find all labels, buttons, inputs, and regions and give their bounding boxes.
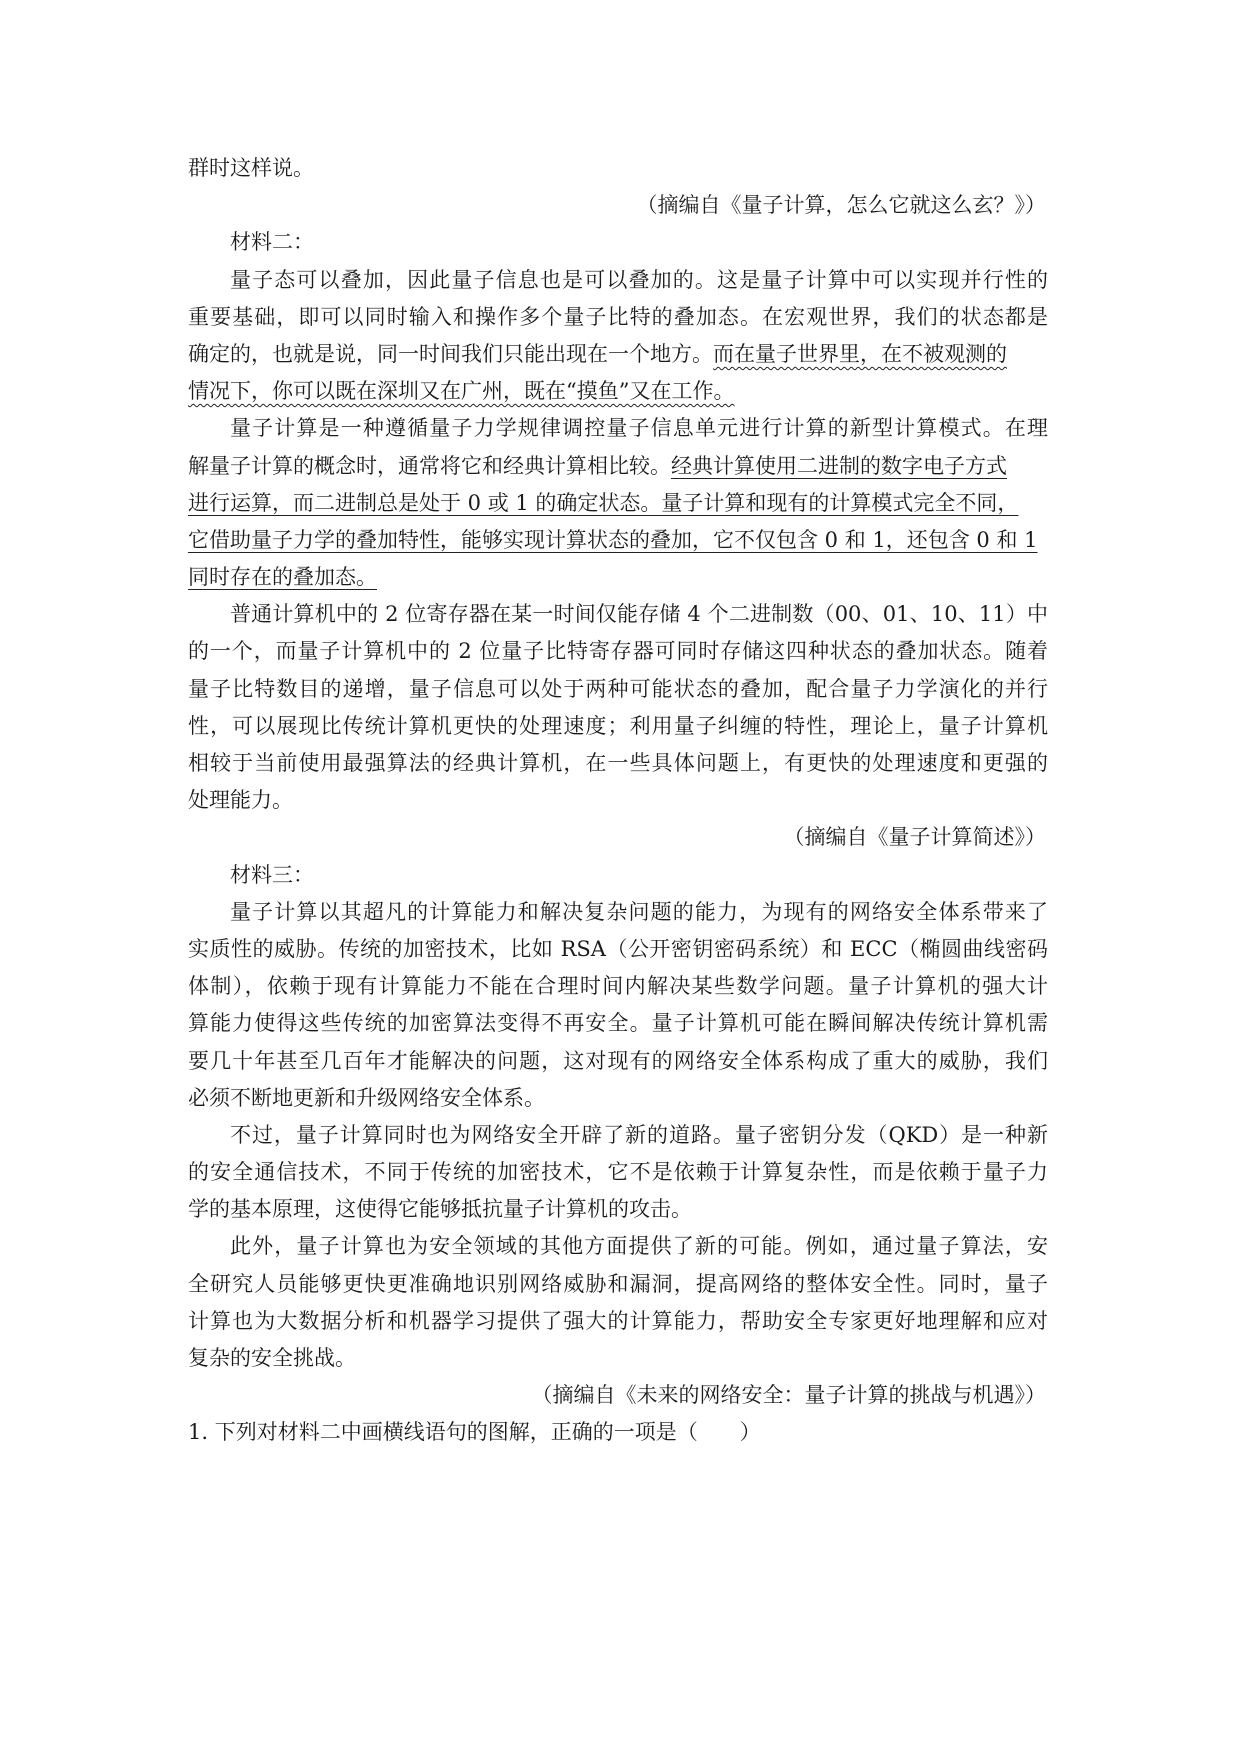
- text-line: 性，可以展现比传统计算机更快的处理速度；利用量子纠缠的特性，理论上，量子计算机: [188, 713, 1048, 738]
- underlined-text: 同时存在的叠加态。: [188, 565, 377, 590]
- text-line: 算能力使得这些传统的加密算法变得不再安全。量子计算机可能在瞬间解决传统计算机需: [188, 1011, 1048, 1036]
- text-line: 处理能力。: [188, 788, 293, 813]
- text-line: 量子计算是一种遵循量子力学规律调控量子信息单元进行计算的新型计算模式。在理: [230, 416, 1048, 441]
- section-heading-material-2: 材料二：: [230, 230, 314, 255]
- underlined-text: 进行运算，而二进制总是处于 0 或 1 的确定状态。量子计算和现有的计算模式完全不同，: [188, 490, 1019, 515]
- text-line: 实质性的威胁。传统的加密技术，比如 RSA（公开密钥密码系统）和 ECC（椭圆曲线密码: [188, 936, 1048, 961]
- text-line: [188, 485, 1048, 522]
- text-line: 此外，量子计算也为安全领域的其他方面提供了新的可能。例如，通过量子算法，安: [230, 1234, 1048, 1259]
- text-line: 量子计算以其超凡的计算能力和解决复杂问题的能力，为现有的网络安全体系带来了: [230, 899, 1048, 924]
- text-line: 群时这样说。: [188, 156, 314, 180]
- source-citation: （摘编自《未来的网络安全：量子计算的挑战与机遇》）: [531, 1383, 1046, 1408]
- text-line: 普通计算机中的 2 位寄存器在某一时间仅能存储 4 个二进制数（00、01、10、11）中: [230, 602, 1048, 627]
- text-line: 量子态可以叠加，因此量子信息也是可以叠加的。这是量子计算中可以实现并行性的: [230, 267, 1048, 292]
- text-line: 重要基础，即可以同时输入和操作多个量子比特的叠加态。在宏观世界，我们的状态都是: [188, 304, 1048, 329]
- wavy-underlined-text: 情况下，你可以既在深圳又在广州，既在“摸鱼”又在工作。: [188, 379, 735, 404]
- question-1: 1. 下列对材料二中画横线语句的图解，正确的一项是（ ）: [188, 1420, 761, 1445]
- source-citation: （摘编自《量子计算简述》）: [783, 825, 1046, 850]
- text-line: [188, 559, 1048, 596]
- text-line: [188, 448, 1048, 485]
- text-line: 相较于当前使用最强算法的经典计算机，在一些具体问题上，有更快的处理速度和更强的: [188, 751, 1048, 775]
- wavy-underlined-text: 而在量子世界里，在不被观测的: [713, 341, 1007, 366]
- text-line: [188, 522, 1048, 559]
- section-heading-material-3: 材料三：: [230, 862, 314, 887]
- text-line: 学的基本原理，这使得它能够抵抗量子计算机的攻击。: [188, 1197, 692, 1222]
- text-line: 要几十年甚至几百年才能解决的问题，这对现有的网络安全体系构成了重大的威胁，我们: [188, 1048, 1048, 1073]
- underlined-text: 经典计算使用二进制的数字电子方式: [671, 453, 1007, 478]
- text-segment: 确定的，也就是说，同一时间我们只能出现在一个地方。: [188, 341, 713, 366]
- text-line: 量子比特数目的递增，量子信息可以处于两种可能状态的叠加，配合量子力学演化的并行: [188, 676, 1048, 701]
- underlined-text: 它借助量子力学的叠加特性，能够实现计算状态的叠加，它不仅包含 0 和 1，还包含 0 和 1: [188, 527, 1038, 552]
- text-line: [188, 336, 1048, 373]
- document-page: [188, 150, 1048, 1452]
- text-line: [188, 373, 1048, 410]
- text-line: 计算也为大数据分析和机器学习提供了强大的计算能力，帮助安全专家更好地理解和应对: [188, 1308, 1048, 1333]
- source-citation: （摘编自《量子计算，怎么它就这么玄？》）: [636, 193, 1046, 218]
- text-line: 体制），依赖于现有计算能力不能在合理时间内解决某些数学问题。量子计算机的强大计: [188, 974, 1048, 999]
- text-line: 复杂的安全挑战。: [188, 1346, 356, 1370]
- text-line: 的一个，而量子计算机中的 2 位量子比特寄存器可同时存储这四种状态的叠加状态。随着: [188, 639, 1048, 664]
- text-line: 不过，量子计算同时也为网络安全开辟了新的道路。量子密钥分发（QKD）是一种新: [230, 1122, 1048, 1147]
- text-segment: 解量子计算的概念时，通常将它和经典计算相比较。: [188, 453, 671, 478]
- text-line: 的安全通信技术，不同于传统的加密技术，它不是依赖于计算复杂性，而是依赖于量子力: [188, 1160, 1048, 1185]
- text-line: 必须不断地更新和升级网络安全体系。: [188, 1085, 545, 1110]
- text-line: 全研究人员能够更快更准确地识别网络威胁和漏洞，提高网络的整体安全性。同时，量子: [188, 1271, 1048, 1296]
